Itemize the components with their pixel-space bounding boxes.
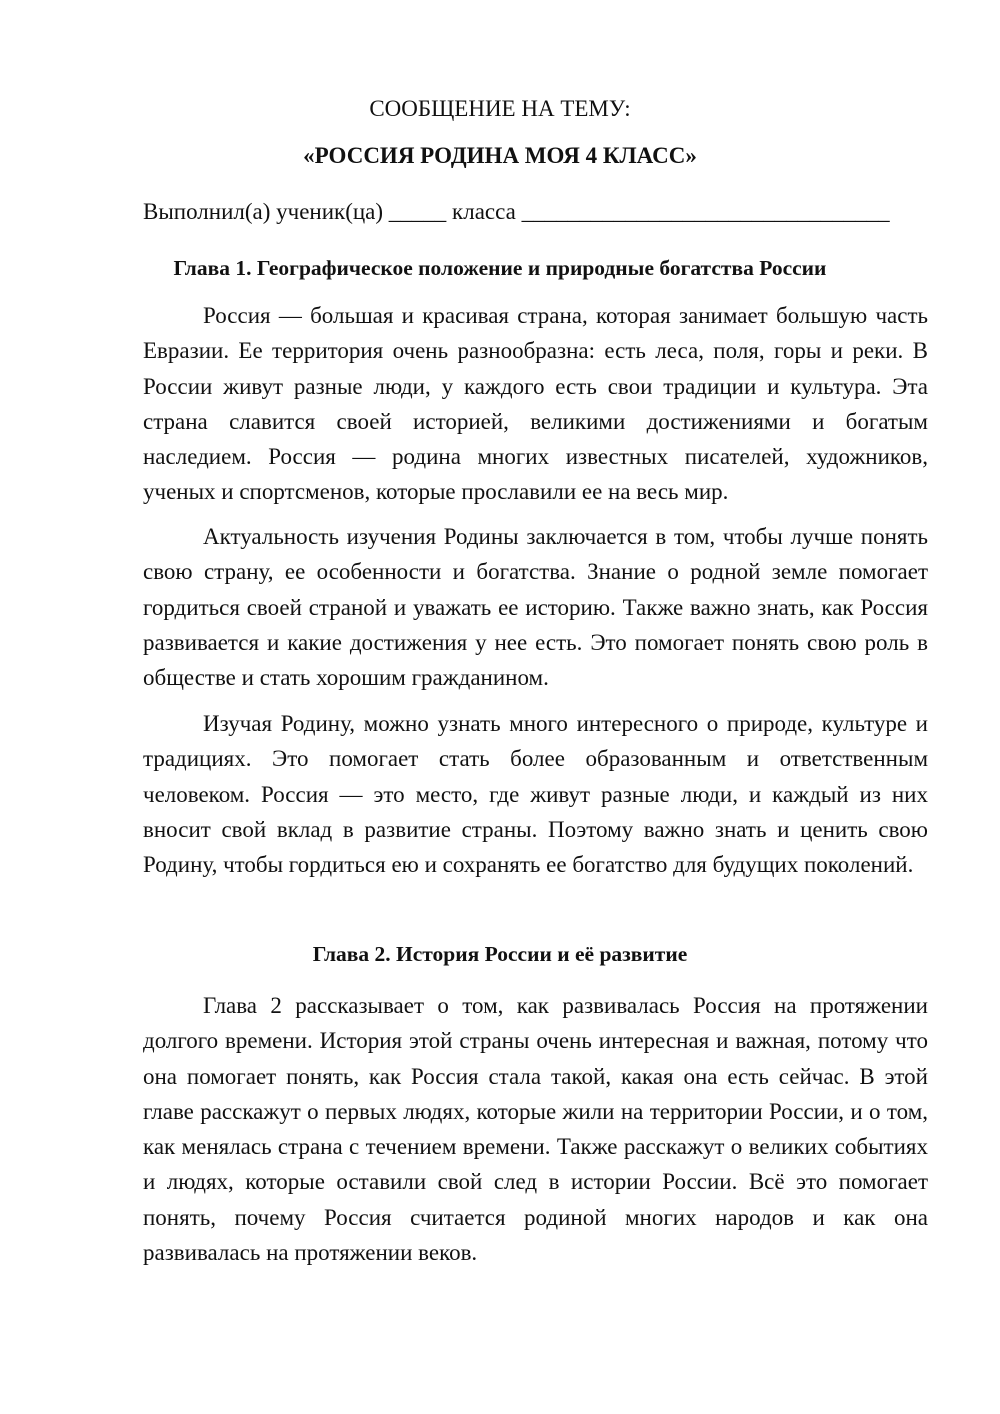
document-title-line-2: «РОССИЯ РОДИНА МОЯ 4 КЛАСС» <box>303 143 697 168</box>
chapter-1-paragraph-2: Актуальность изучения Родины заключается в том, чтобы лучше понять свою страну, ее особенности и богатства. Знание о родной земле помогает гордиться своей страной и уважать ее историю. Также важно знать, как Россия развивается и какие достижения у нее есть. Это помогает понять свою роль в обществе и стать хорошим гражданином. <box>143 524 928 691</box>
chapter-1-heading: Глава 1. Географическое положение и природные богатства России <box>173 256 827 280</box>
chapter-2-heading: Глава 2. История России и её развитие <box>312 942 688 966</box>
chapter-1-paragraph-1: Россия — большая и красивая страна, которая занимает большую часть Евразии. Ее территория очень разнообразна: есть леса, поля, горы и реки. В России живут разные люди, у каждого есть свои традиции и культура. Эта страна славится своей историей, великими достижениями и богатым наследием. Россия — родина многих известных писателей, художников, ученых и спортсменов, которые прославили ее на весь мир. <box>143 303 928 505</box>
document-title-line-1: СООБЩЕНИЕ НА ТЕМУ: <box>369 96 631 121</box>
chapter-1-paragraph-3: Изучая Родину, можно узнать много интересного о природе, культуре и традициях. Это помогает стать более образованным и ответственным человеком. Россия — это место, где живут разные люди, и каждый из них вносит свой вклад в развитие страны. Поэтому важно знать и ценить свою Родину, чтобы гордиться ею и сохранять ее богатство для будущих поколений. <box>143 711 928 878</box>
chapter-2-paragraph-1: Глава 2 рассказывает о том, как развивалась Россия на протяжении долгого времени. История этой страны очень интересная и важная, потому что она помогает понять, как Россия стала такой, какая она есть сейчас. В этой главе расскажут о первых людях, которые жили на территории России, и о том, как менялась страна с течением времени. Также расскажут о великих событиях и людях, которые оставили свой след в истории России. Всё это помогает понять, почему Россия считается родиной многих народов и как она развивалась на протяжении веков. <box>143 993 928 1266</box>
signature-line: Выполнил(а) ученик(ца) _____ класса ________________________________ <box>143 199 890 224</box>
